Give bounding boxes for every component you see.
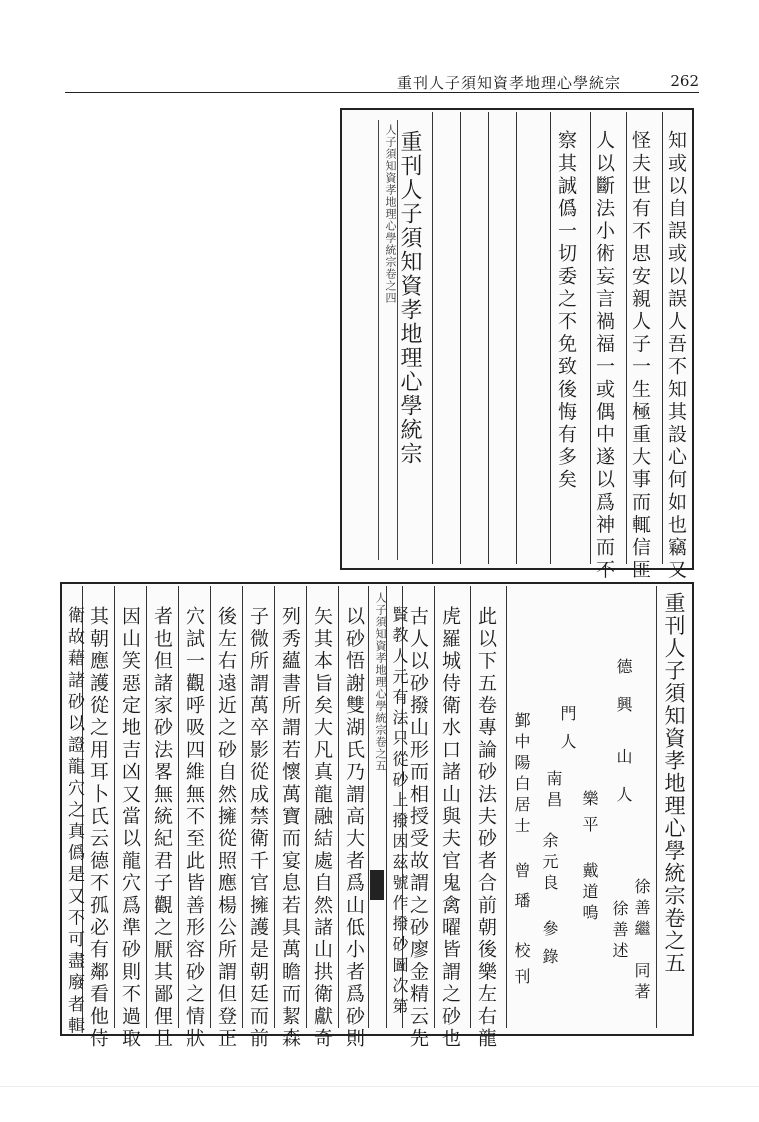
bottom-column-rule <box>434 586 435 1028</box>
writer-line: 徐善述 <box>610 900 629 963</box>
bottom-text-column: 以砂悟謝雙湖氏乃謂高大者爲山低小者爲砂則 <box>343 606 365 1050</box>
scan-edge <box>0 1086 759 1087</box>
top-text-column: 察其誠僞一切委之不免致後悔有多矣 <box>555 130 577 492</box>
top-column-rule <box>460 112 461 564</box>
bottom-column-rule <box>114 586 115 1028</box>
bottom-text-column: 穴試一觀呼吸四維無不至此皆善形容砂之情狀 <box>183 606 205 1050</box>
bottom-text-column: 子微所謂萬卒影從成禁衛千官擁護是朝廷而前 <box>247 606 269 1050</box>
top-title-column: 重刊人子須知資孝地理心學統宗 <box>397 130 422 466</box>
bottom-text-column: 古人以砂撥山形而相授受故謂之砂廖金精云先 <box>407 606 429 1050</box>
author-place-3: 南昌 <box>544 770 563 812</box>
header-rule <box>65 92 699 93</box>
bottom-title-column: 重刊人子須知資孝地理心學統宗卷之五 <box>662 592 686 975</box>
bottom-column-rule <box>338 586 339 1028</box>
top-column-rule <box>550 112 551 564</box>
author-role-2: 門人 <box>558 705 577 761</box>
author-person-4: 曾璠 <box>512 862 531 922</box>
page-number: 262 <box>670 72 699 90</box>
bottom-text-column: 列秀蘊書所謂若懷萬寶而宴息若具萬瞻而絜森 <box>279 606 301 1050</box>
bottom-column-rule <box>306 586 307 1028</box>
bottom-column-rule <box>178 586 179 1028</box>
author-role-1: 山人 <box>614 748 633 824</box>
running-header <box>65 70 699 92</box>
bottom-text-column: 此以下五卷專論砂法夫砂者合前朝後樂左右龍 <box>475 606 497 1050</box>
top-column-rule <box>488 112 489 564</box>
bottom-column-rule <box>146 586 147 1028</box>
bottom-column-rule <box>656 586 657 1028</box>
bottom-column-rule <box>506 586 507 1028</box>
top-text-column: 人以斷法小術妄言禍福一或偶中遂以爲神而不 <box>593 130 615 582</box>
author-place-4: 鄞中陽白居士 <box>512 712 531 838</box>
author-role-4: 校刊 <box>512 942 531 994</box>
bottom-column-rule <box>242 586 243 1028</box>
bottom-gutter-rule <box>368 586 369 1028</box>
top-text-column: 知或以自誤或以誤人吾不知其設心何如也竊又 <box>665 130 687 582</box>
author-person-2: 戴道鳴 <box>580 862 599 925</box>
top-column-rule <box>662 112 663 564</box>
bottom-text-column: 矢其本旨矣大凡真龍融結處自然諸山拱衛獻奇 <box>311 606 333 1050</box>
bottom-text-column: 因山笑惡定地吉凶又當以龍穴爲準砂則不過取 <box>119 606 141 1050</box>
top-margin-note: 人子須知資孝地理心學統宗卷之四 <box>384 124 397 304</box>
top-text-column: 怪夫世有不思安親人子一生極重大事而輒信匪 <box>629 130 651 582</box>
author-place-2: 樂平 <box>580 790 599 842</box>
author-person-3: 余元良 <box>540 832 559 895</box>
bottom-text-column: 虎羅城侍衛水口諸山與夫官鬼禽曜皆謂之砂也 <box>439 606 461 1050</box>
bottom-margin-note: 人子須知資孝地理心學統宗卷之五 <box>374 592 387 772</box>
compilers-line: 徐善繼 同著 <box>632 878 651 1004</box>
bottom-column-rule <box>470 586 471 1028</box>
author-place-1: 德興 <box>614 658 633 734</box>
fishtail-mark <box>370 870 384 900</box>
bottom-text-column: 後左右遠近之砂自然擁從照應楊公所謂但登正 <box>215 606 237 1050</box>
top-column-rule <box>626 112 627 564</box>
author-role-3: 參錄 <box>540 920 559 976</box>
bottom-text-column: 賢教人元有法只從砂上撥因茲號作撥砂圖次第 <box>390 606 409 1018</box>
top-column-rule <box>590 112 591 564</box>
bottom-column-rule <box>210 586 211 1028</box>
bottom-text-column: 衛故藉諸砂以證龍穴之真僞是又不可盡廢者輯 <box>64 606 84 1038</box>
bottom-text-column: 其朝應護從之用耳卜氏云德不孤必有鄰看他侍 <box>87 606 109 1050</box>
bottom-column-rule <box>274 586 275 1028</box>
top-column-rule <box>516 112 517 564</box>
bottom-text-column: 者也但諸家砂法畧無統紀君子觀之厭其鄙俚且 <box>151 606 173 1050</box>
top-column-rule <box>432 112 433 564</box>
header-title: 重刊人子須知資孝地理心學統宗 <box>396 74 621 92</box>
